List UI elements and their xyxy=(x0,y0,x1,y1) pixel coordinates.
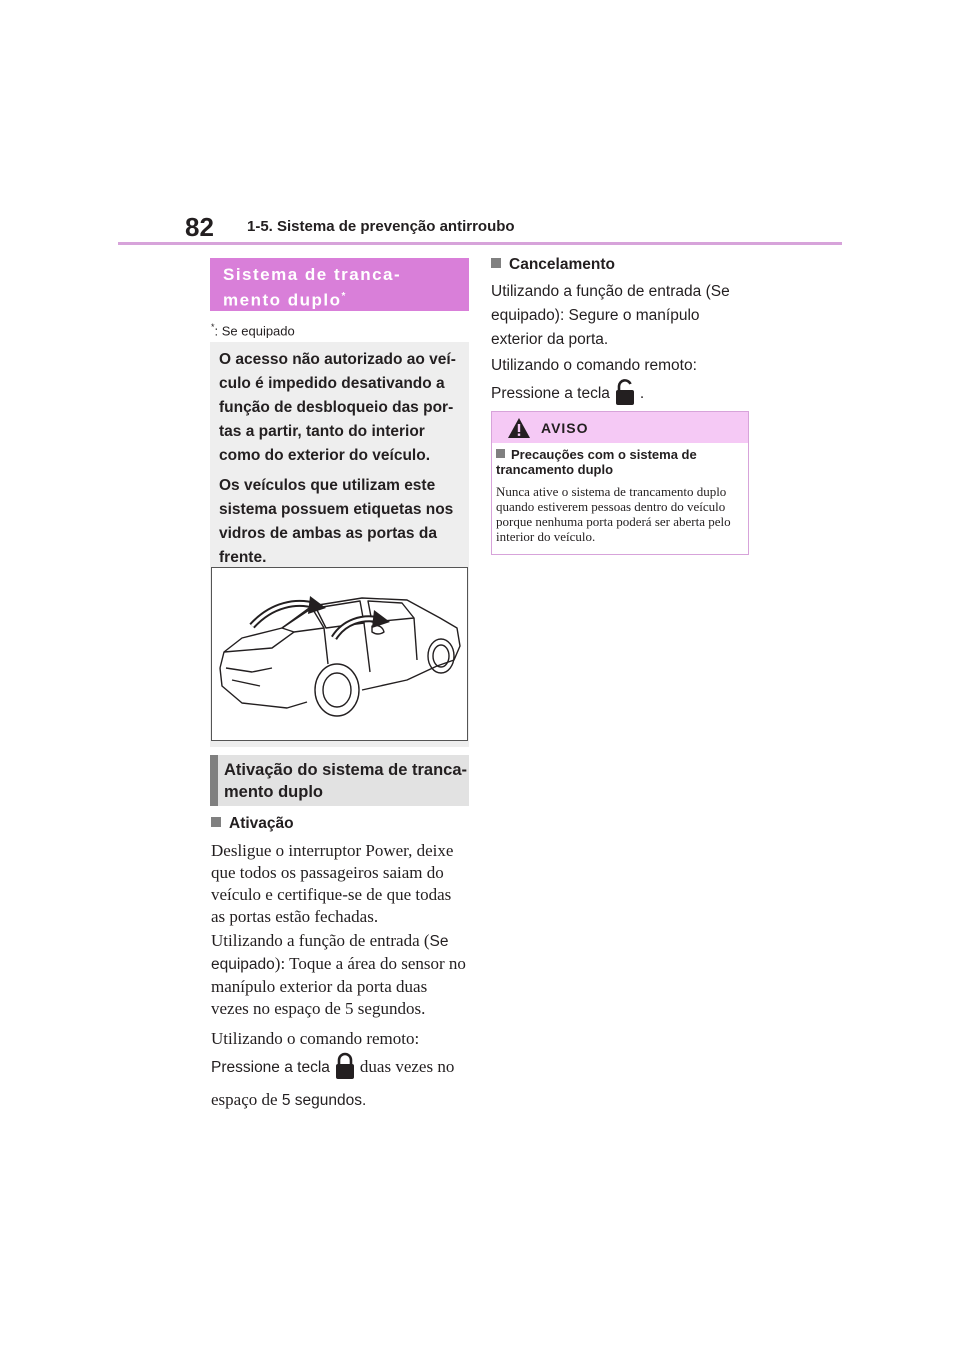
intro-text xyxy=(219,348,464,576)
topic-heading-line1: Sistema de tranca- xyxy=(223,265,402,284)
section-title: 1-5. Sistema de prevenção antirroubo xyxy=(247,218,515,235)
lock-icon xyxy=(334,1052,356,1088)
footnote-text: : Se equipado xyxy=(214,323,295,339)
bullet-square-icon xyxy=(491,258,501,268)
bullet-square-icon xyxy=(211,817,221,827)
activation-paragraph-4 xyxy=(211,1052,473,1113)
subsection-heading-line2: mento duplo xyxy=(224,783,323,801)
cancel-heading-text: Cancelamento xyxy=(509,256,615,273)
cancel-paragraph-3a: Pressione a tecla xyxy=(491,385,610,402)
warning-body: Nunca ative o sistema de trancamento duplo quando estiverem pessoas dentro do veículo porque nenhuma porta poderá ser aberta pelo interior do veículo. xyxy=(496,484,731,544)
activation-paragraph-2c: ): Toque a área do sensor no manípulo exterior da porta duas vezes no espaço de 5 segundos. xyxy=(211,954,466,1018)
cancel-paragraph-2: Utilizando o comando remoto: xyxy=(491,357,697,374)
activation-heading-text: Ativação xyxy=(229,815,294,832)
activation-paragraph-3: Utilizando o comando remoto: xyxy=(211,1029,420,1048)
subsection-heading xyxy=(210,755,469,806)
bullet-square-icon xyxy=(496,449,505,458)
topic-heading-mark: * xyxy=(341,291,346,302)
activation-paragraph-4d: 5 segundos. xyxy=(281,1092,367,1109)
cancel-paragraph-1: Utilizando a função de entrada (Se equipado): Segure o manípulo exterior da porta. xyxy=(491,283,730,348)
topic-heading xyxy=(210,258,469,311)
topic-heading-line2: mento duplo xyxy=(223,290,342,310)
cancel-paragraph-3 xyxy=(491,378,749,414)
subsection-heading-line1: Ativação do sistema de tranca- xyxy=(224,761,468,779)
unlock-icon xyxy=(614,378,636,414)
activation-paragraph-2b: Se equipado xyxy=(211,933,449,973)
car-drawing xyxy=(212,568,467,740)
car-illustration xyxy=(211,567,468,741)
footnote-mark: * xyxy=(211,322,215,332)
warning-subheading xyxy=(496,447,736,477)
activation-paragraph-4a: Pressione a tecla xyxy=(211,1059,330,1076)
warning-triangle-icon xyxy=(507,417,531,444)
footnote xyxy=(211,322,295,338)
activation-paragraph-1: Desligue o interruptor Power, deixe que todos os passageiros saiam do veículo e certifique-se de que todas as portas estão fechadas. xyxy=(211,841,454,926)
intro-paragraph-1: O acesso não autorizado ao veí- culo é impedido desativando a função de desbloqueio das por- tas a partir, tanto do interior como do exterior do veículo. xyxy=(219,351,456,464)
cancel-heading xyxy=(491,256,615,274)
intro-paragraph-2: Os veículos que utilizam este sistema possuem etiquetas nos vidros de ambas as portas da frente. xyxy=(219,477,454,566)
page-number: 82 xyxy=(185,212,214,242)
activation-paragraph-2 xyxy=(211,930,469,1020)
warning-title: AVISO xyxy=(541,420,589,436)
cancel-paragraph-3b: . xyxy=(639,385,645,402)
activation-paragraph-4b: duas vezes no xyxy=(359,1057,455,1076)
header-rule xyxy=(118,242,842,245)
activation-paragraph-4c: espaço de xyxy=(211,1090,278,1109)
activation-paragraph-2a: Utilizando a função de entrada ( xyxy=(211,931,430,950)
activation-heading xyxy=(211,815,294,833)
warning-subheading-text: Precauções com o sistema de trancamento duplo xyxy=(496,447,697,477)
